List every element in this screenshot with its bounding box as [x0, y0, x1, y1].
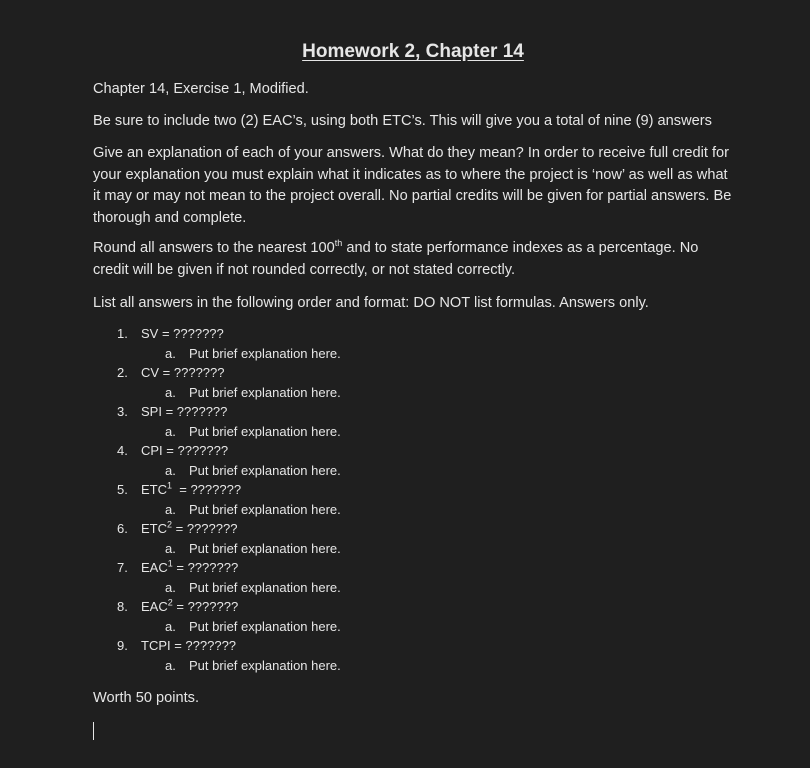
sub-item-letter: a.: [165, 423, 176, 439]
item-label-end: = ???????: [172, 560, 239, 575]
sub-item-letter: a.: [165, 618, 176, 634]
item-label-superscript: 2: [167, 597, 173, 608]
rounding-superscript: th: [334, 238, 343, 249]
sub-item-text: Put brief explanation here.: [189, 540, 341, 556]
sub-item-text: Put brief explanation here.: [189, 423, 341, 439]
answer-list: [117, 324, 677, 675]
item-label-start: EAC: [141, 599, 168, 614]
rounding-text-end: and to state performance indexes as a percentage. No credit will be given if not rounded correctly, or not stated correctly.: [93, 240, 699, 278]
item-label-end: = ???????: [172, 482, 242, 497]
item-label-start: EAC: [141, 560, 168, 575]
item-label-superscript: 1: [167, 558, 173, 569]
sub-item-text: Put brief explanation here.: [189, 462, 341, 478]
item-number: 2.: [117, 365, 128, 380]
explanation-paragraph: Give an explanation of each of your answers. What do they mean? In order to receive full credit for your explanation you must explain what it indicates as to where the project is ‘now’ as well as what it may or may not mean to the project overall. No partial credits will be given for partial answers. Be thorough and complete.: [93, 145, 732, 226]
list-intro-paragraph: List all answers in the following order and format: DO NOT list formulas. Answers only.: [93, 295, 649, 311]
item-number: 6.: [117, 521, 128, 536]
sub-item-letter: a.: [165, 657, 176, 673]
item-number: 5.: [117, 482, 128, 497]
item-number: 7.: [117, 560, 128, 575]
sub-item-text: Put brief explanation here.: [189, 384, 341, 400]
item-label: SV = ???????: [141, 326, 224, 341]
sub-item: [117, 500, 677, 520]
rounding-paragraph: [93, 238, 733, 281]
sub-item-letter: a.: [165, 579, 176, 595]
list-item: [117, 597, 677, 617]
list-item: [117, 441, 677, 461]
sub-item: [117, 422, 677, 442]
list-item: [117, 363, 677, 383]
item-number: 4.: [117, 443, 128, 458]
item-number: 9.: [117, 638, 128, 653]
sub-item: [117, 461, 677, 481]
sub-item-letter: a.: [165, 540, 176, 556]
intro-paragraph: Chapter 14, Exercise 1, Modified.: [93, 81, 309, 97]
item-label-end: = ???????: [172, 521, 238, 536]
sub-item-text: Put brief explanation here.: [189, 657, 341, 673]
item-label-superscript: 2: [167, 519, 173, 530]
sub-item: [117, 383, 677, 403]
sub-item-text: Put brief explanation here.: [189, 579, 341, 595]
sub-item-letter: a.: [165, 384, 176, 400]
list-item: [117, 402, 677, 422]
sub-item: [117, 578, 677, 598]
item-label: SPI = ???????: [141, 404, 228, 419]
item-label: CPI = ???????: [141, 443, 229, 458]
sub-item-text: Put brief explanation here.: [189, 618, 341, 634]
sub-item: [117, 539, 677, 559]
sub-item-text: Put brief explanation here.: [189, 501, 341, 517]
item-label: CV = ???????: [141, 365, 225, 380]
sub-item: [117, 617, 677, 637]
item-label-start: ETC: [141, 482, 167, 497]
rounding-text-start: Round all answers to the nearest 100: [93, 240, 335, 256]
list-item: [117, 636, 677, 656]
item-number: 1.: [117, 326, 128, 341]
list-item: [117, 558, 677, 578]
document-title: Homework 2, Chapter 14: [302, 41, 524, 62]
list-item: [117, 324, 677, 344]
item-label-end: = ???????: [172, 599, 239, 614]
item-label-superscript: 1: [167, 480, 173, 491]
item-label: TCPI = ???????: [141, 638, 237, 653]
sub-item: [117, 656, 677, 676]
item-number: 8.: [117, 599, 128, 614]
text-cursor: [93, 722, 94, 740]
sub-item-letter: a.: [165, 501, 176, 517]
item-number: 3.: [117, 404, 128, 419]
sub-item-text: Put brief explanation here.: [189, 345, 341, 361]
list-item: [117, 480, 677, 500]
sub-item-letter: a.: [165, 345, 176, 361]
sub-item-letter: a.: [165, 462, 176, 478]
sub-item: [117, 344, 677, 364]
eac-paragraph: Be sure to include two (2) EAC’s, using both ETC’s. This will give you a total of nine (9) answers: [93, 113, 712, 129]
list-item: [117, 519, 677, 539]
worth-paragraph: Worth 50 points.: [93, 690, 199, 706]
item-label-start: ETC: [141, 521, 167, 536]
